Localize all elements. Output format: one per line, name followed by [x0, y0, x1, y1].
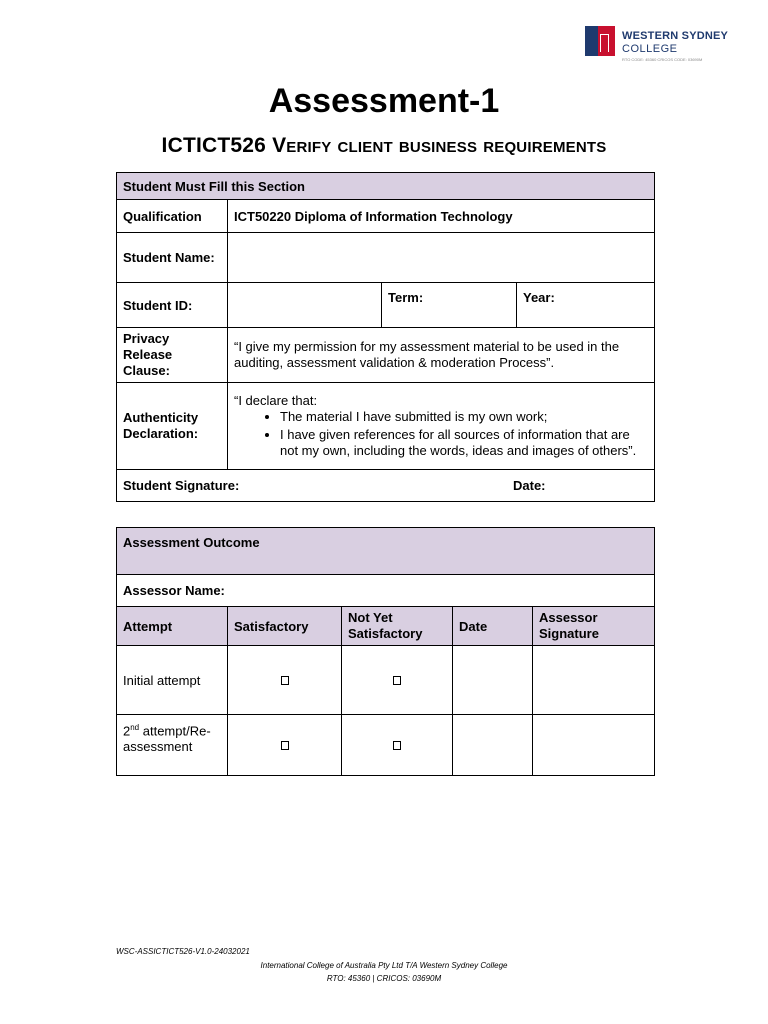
satisfactory-checkbox[interactable] — [228, 715, 342, 776]
authenticity-item: • The material I have submitted is my own work; — [280, 409, 648, 425]
col-attempt: Attempt — [117, 607, 228, 646]
date-cell[interactable] — [453, 715, 533, 776]
attempt-initial: Initial attempt — [117, 646, 228, 715]
assessor-name-label[interactable]: Assessor Name: — [117, 575, 655, 607]
page-title: Assessment-1 — [268, 82, 500, 120]
logo-fine-print: RTO CODE: 45360 CRICOS CODE: 03690M — [622, 57, 703, 62]
date-cell[interactable] — [453, 646, 533, 715]
authenticity-intro: “I declare that: — [234, 393, 318, 408]
qualification-value: ICT50220 Diploma of Information Technology — [228, 200, 655, 233]
col-satisfactory: Satisfactory — [228, 607, 342, 646]
term-label[interactable]: Term: — [382, 283, 517, 328]
not-yet-satisfactory-checkbox[interactable] — [342, 646, 453, 715]
signature-label: Student Signature: — [123, 478, 240, 493]
student-name-field[interactable] — [228, 233, 655, 283]
footer-line-2: RTO: 45360 | CRICOS: 03690M — [326, 974, 442, 983]
checkbox-icon[interactable] — [281, 741, 289, 750]
year-label[interactable]: Year: — [517, 283, 655, 328]
date-label: Date: — [513, 478, 546, 493]
unit-title: ICTICT526 Verify client business requirements — [161, 134, 607, 157]
college-crest-icon — [585, 26, 615, 56]
attempt-label: attempt/Re-assessment — [123, 723, 211, 755]
authenticity-label: Authenticity Declaration: — [117, 383, 228, 470]
signature-row[interactable] — [117, 470, 655, 502]
logo-sub: COLLEGE — [622, 43, 678, 55]
col-date: Date — [453, 607, 533, 646]
assessor-signature-cell[interactable] — [533, 715, 655, 776]
college-logo — [585, 26, 729, 66]
footer-line-1: International College of Australia Pty Ltd T/A Western Sydney College — [260, 961, 508, 970]
col-assessor-signature: Assessor Signature — [533, 607, 655, 646]
checkbox-icon[interactable] — [393, 676, 401, 685]
document-code: WSC-ASSICTICT526-V1.0-24032021 — [116, 947, 250, 956]
satisfactory-checkbox[interactable] — [228, 646, 342, 715]
qualification-label: Qualification — [117, 200, 228, 233]
assessor-signature-cell[interactable] — [533, 646, 655, 715]
authenticity-declaration — [228, 383, 655, 470]
privacy-text: “I give my permission for my assessment material to be used in the auditing, assessment validation & moderation Process”. — [228, 328, 655, 383]
authenticity-list — [234, 409, 648, 459]
col-not-yet-satisfactory: Not Yet Satisfactory — [342, 607, 453, 646]
checkbox-icon[interactable] — [281, 676, 289, 685]
authenticity-item: • I have given references for all sources of information that are not my own, including the words, ideas and images of others”. — [280, 427, 648, 459]
student-id-field[interactable] — [228, 283, 382, 328]
student-section-header: Student Must Fill this Section — [117, 173, 655, 200]
not-yet-satisfactory-checkbox[interactable] — [342, 715, 453, 776]
logo-name: WESTERN SYDNEY — [622, 30, 729, 42]
attempt-second — [117, 715, 228, 776]
checkbox-icon[interactable] — [393, 741, 401, 750]
attempt-ordinal: nd — [130, 723, 140, 732]
student-name-label: Student Name: — [117, 233, 228, 283]
outcome-header: Assessment Outcome — [117, 528, 655, 575]
assessment-outcome-table — [116, 527, 655, 776]
privacy-label: Privacy Release Clause: — [117, 328, 228, 383]
student-id-label: Student ID: — [117, 283, 228, 328]
student-section-table — [116, 172, 655, 502]
attempt-number: 2 — [123, 723, 131, 739]
